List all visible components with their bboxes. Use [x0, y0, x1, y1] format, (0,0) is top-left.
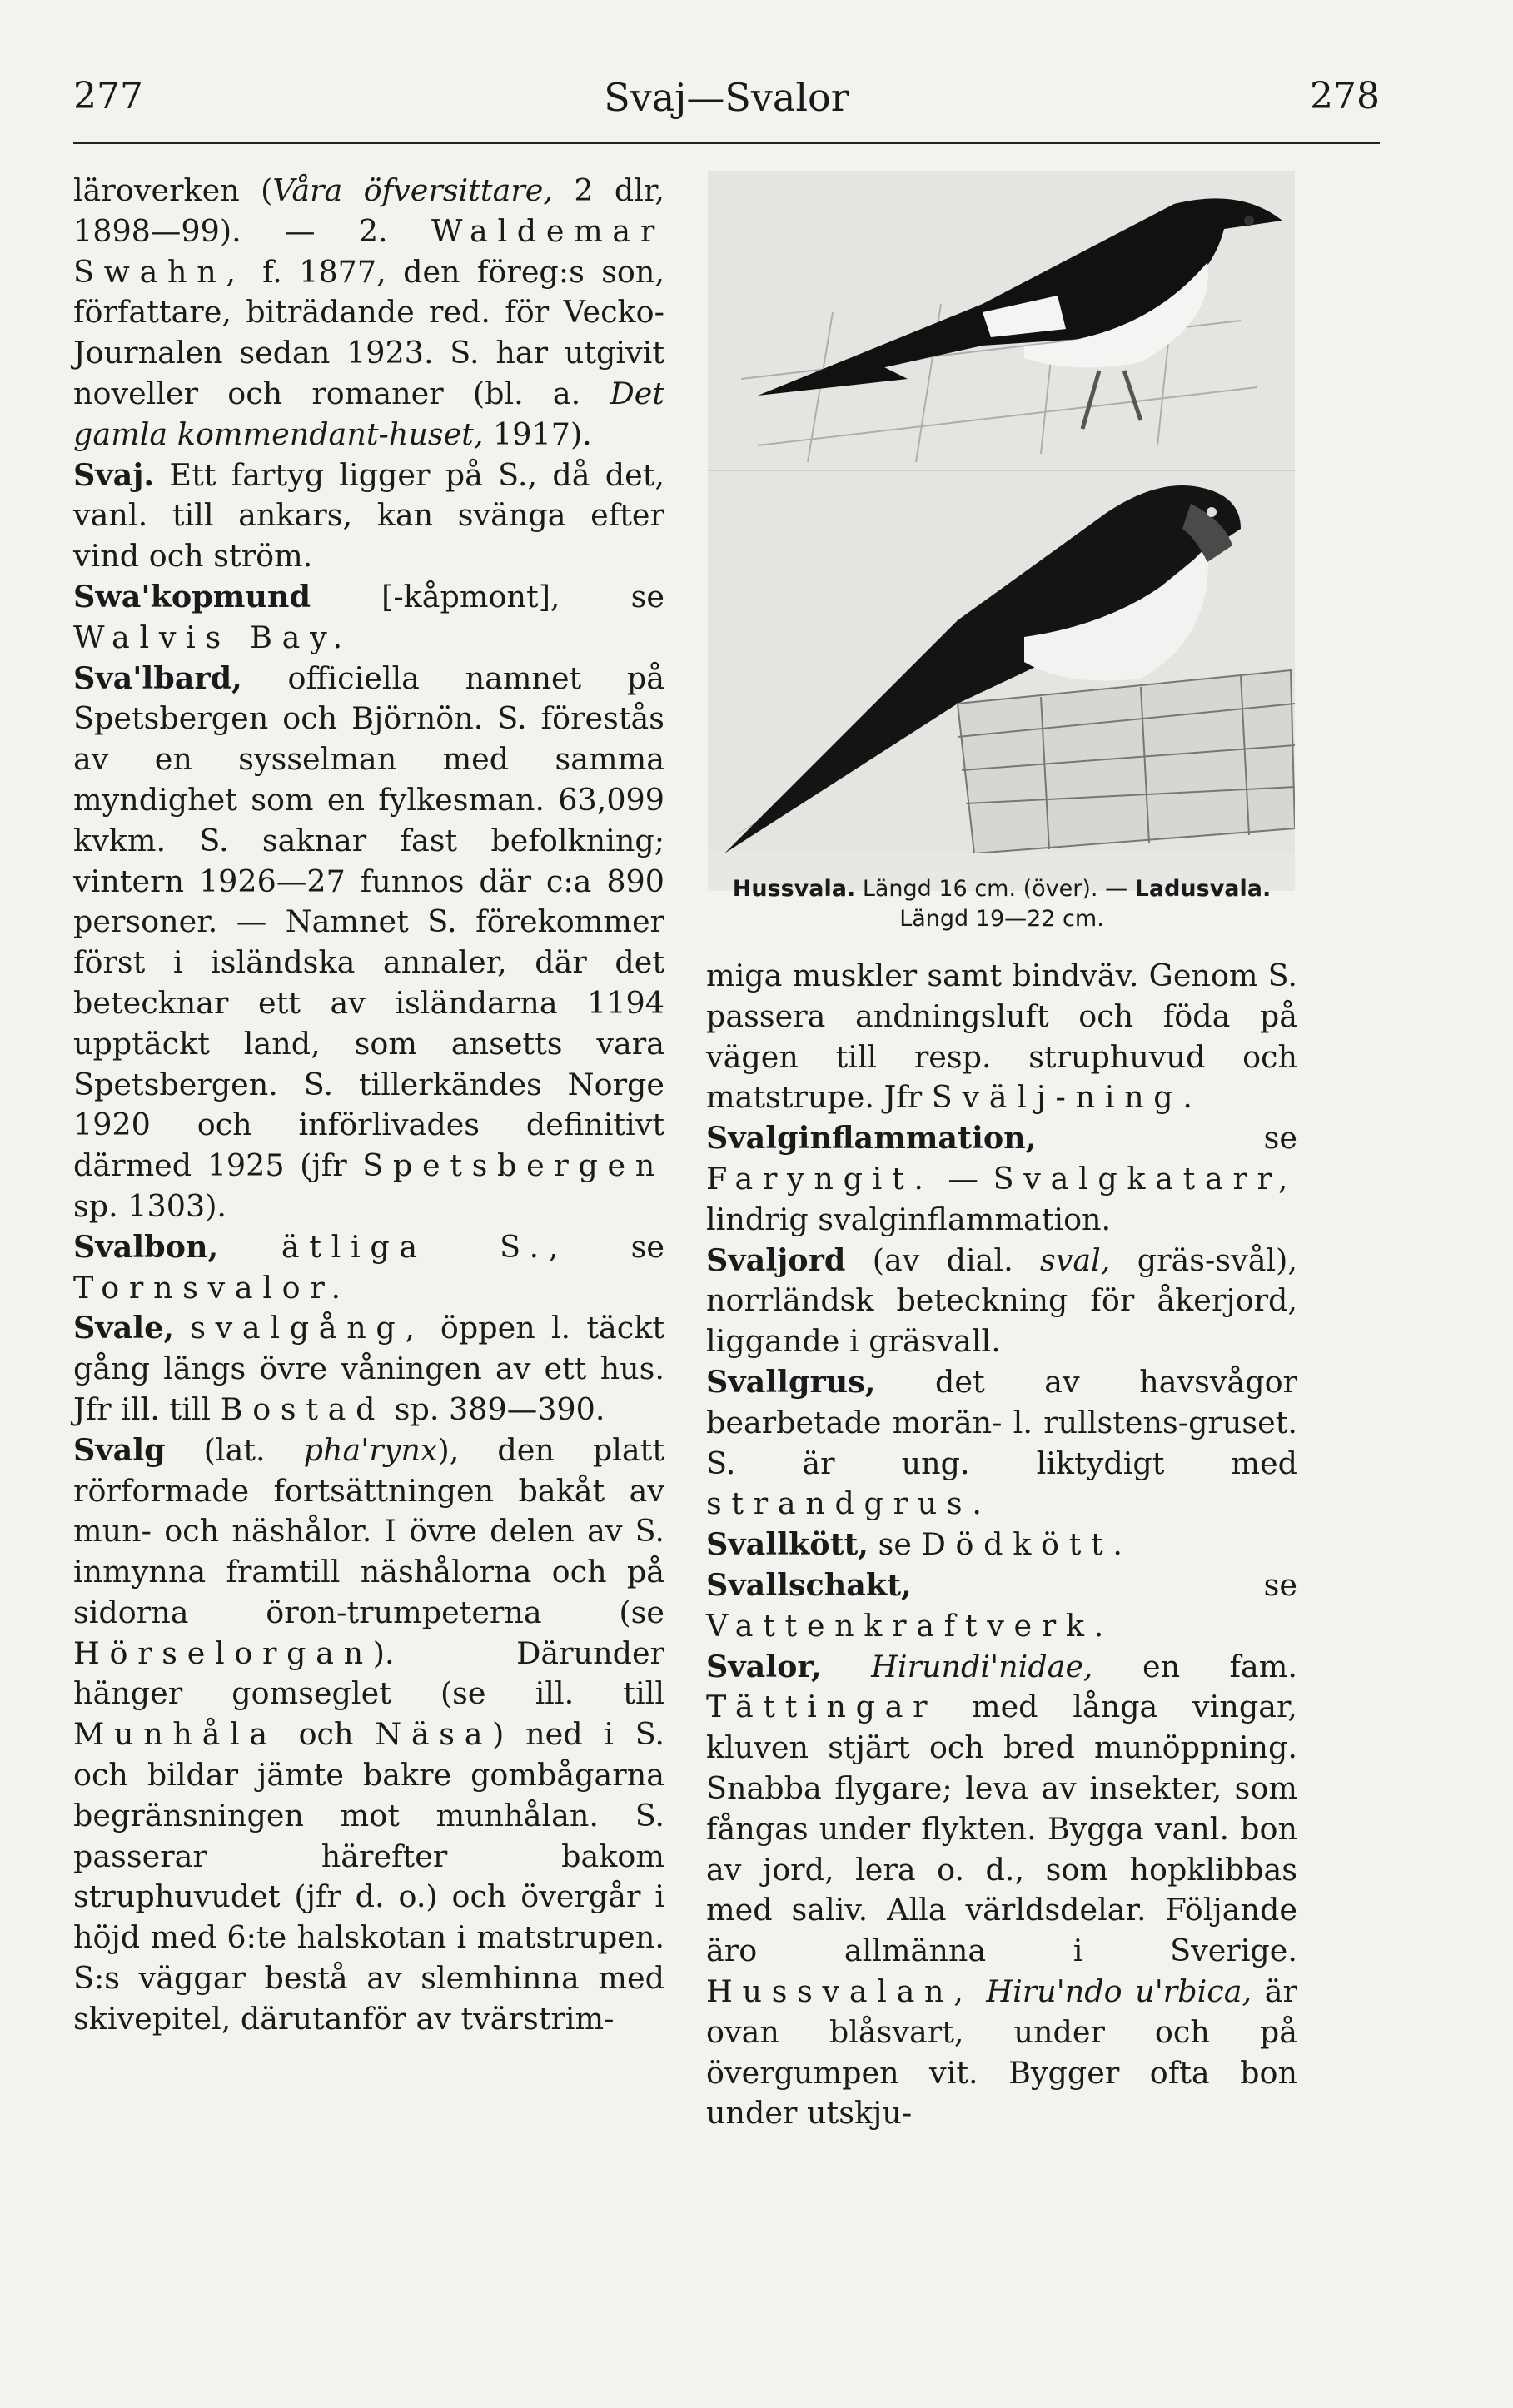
body-text: Längd 16 cm. (över). — — [855, 876, 1135, 902]
body-text: ), den platt rörformade fortsättningen bakåt av mun- och näshålor. I övre delen av S. inmynna framtill näshålorna och på sidorna öron-trumpeterna (se — [73, 1431, 664, 1630]
body-text: ) ned i S. och bildar jämte bakre gombågarna begränsningen mot munhålan. S. passerar härefter bakom struphuvudet (jfr d. o.) och övergår i höjd med 6:te halskotan i matstrupen. S:s väggar bestå av slemhinna med skivepitel, därutanför av tvärstrim- — [73, 1716, 665, 2037]
body-text: miga muskler samt bindväv. Genom S. passera andningsluft och föda på vägen till resp. struphuvud och matstrupe. Jfr — [706, 958, 1297, 1116]
swallow-illustration — [708, 171, 1295, 891]
headword: Svalor, — [706, 1648, 822, 1684]
body-text: med långa vingar, kluven stjärt och bred munöppning. Snabba flygare; leva av insekter, som fångas under flykten. Bygga vanl. bon av jord, lera o. d., som hopklibbas med saliv. Alla världsdelar. Följande äro allmänna i Sverige. — [706, 1689, 1297, 1969]
italic-text: Våra öfversittare, — [272, 172, 553, 208]
entry-paragraph — [706, 1118, 1297, 1240]
italic-text: Det gamla kommendant-huset, — [73, 375, 664, 452]
italic-text: sval, — [1040, 1241, 1111, 1278]
body-text: se — [568, 1228, 665, 1265]
headword: Svalbon, — [73, 1228, 219, 1265]
caption-bold-text: Ladusvala. — [1134, 876, 1272, 902]
cross-reference: strandgrus. — [706, 1485, 992, 1522]
body-text: [-kåpmont], se — [310, 578, 664, 614]
running-head: Svaj—Svalor — [604, 75, 849, 120]
headword: Svaj. — [73, 456, 155, 493]
cross-reference: Svalgkatarr, — [993, 1160, 1297, 1197]
entry-paragraph — [706, 1241, 1297, 1362]
body-text: öppen l. täckt gång längs övre våningen av ett hus. Jfr ill. till — [73, 1310, 664, 1427]
figure-caption — [706, 874, 1297, 934]
cross-reference: Munhåla — [73, 1716, 277, 1753]
headword: Svale, — [73, 1310, 175, 1346]
italic-text: Hirundi'nidae, — [871, 1648, 1093, 1684]
brick-chimney — [958, 670, 1295, 853]
cross-reference: Dödkött. — [921, 1526, 1132, 1563]
body-text: 2 dlr, 1898—99). — 2. — [73, 172, 664, 249]
cross-reference: Näsa — [375, 1716, 493, 1753]
body-text: (lat. — [165, 1431, 304, 1468]
body-text — [174, 1310, 190, 1346]
entry-paragraph — [706, 956, 1297, 1118]
body-text: läroverken ( — [73, 172, 273, 208]
body-text: lindrig svalginflammation. — [706, 1201, 1112, 1237]
cross-reference: Svälj-ning. — [931, 1079, 1202, 1116]
body-text: ). Därunder hänger gomseglet (se ill. till — [73, 1634, 664, 1712]
body-text: gräs-svål), norrländsk beteckning för åkerjord, liggande i gräsvall. — [706, 1241, 1297, 1360]
cross-reference: Hörselorgan — [73, 1634, 373, 1671]
cross-reference: Walvis Bay. — [73, 619, 352, 655]
entry-paragraph — [73, 577, 664, 659]
cross-reference: ätliga S., — [281, 1228, 569, 1265]
body-text: se — [868, 1526, 922, 1563]
body-text: är ovan blåsvart, under och på övergumpen vit. Bygger ofta bon under utskju- — [706, 1973, 1298, 2132]
body-text: Ett fartyg ligger på S., då det, vanl. till ankars, kan svänga efter vind och ström. — [73, 456, 664, 575]
body-text: sp. 389—390. — [385, 1391, 605, 1427]
left-page-number: 277 — [73, 75, 143, 117]
header-rule — [73, 142, 1380, 144]
italic-text: pha'rynx — [303, 1431, 438, 1468]
headword: Svallgrus, — [706, 1363, 876, 1400]
body-text: det av havsvågor bearbetade morän- l. rullstens-gruset. S. är ung. liktydigt med — [706, 1363, 1297, 1481]
cross-reference: Spetsbergen — [362, 1147, 664, 1184]
headword: Svalg — [73, 1431, 166, 1468]
cross-reference: Tornsvalor. — [73, 1269, 351, 1306]
cross-reference: Vattenkraftverk. — [706, 1607, 1113, 1644]
body-text: 1917). — [483, 415, 592, 452]
body-text — [218, 1229, 281, 1265]
cross-reference: Waldemar Swahn, — [73, 212, 664, 290]
headword: Svallschakt, — [706, 1566, 912, 1603]
body-text: — — [933, 1160, 993, 1197]
body-text: (av dial. — [845, 1241, 1041, 1278]
cross-reference: svalgång, — [190, 1310, 425, 1346]
entry-paragraph — [73, 1308, 664, 1430]
italic-text: Hiru'ndo u'rbica, — [986, 1973, 1252, 2009]
right-column — [706, 956, 1297, 2134]
cross-reference: Hussvalan, — [706, 1973, 973, 2009]
entry-paragraph — [706, 1362, 1297, 1525]
cross-reference: Tättingar — [706, 1689, 938, 1725]
right-page-number: 278 — [1310, 75, 1380, 117]
entry-paragraph — [73, 1227, 664, 1309]
headword: Svalginflammation, — [706, 1120, 1037, 1157]
entry-paragraph — [73, 659, 664, 1227]
entry-paragraph — [706, 1525, 1297, 1565]
cross-reference: Faryngit. — [706, 1160, 933, 1197]
body-text: en fam. — [1092, 1648, 1297, 1684]
entry-paragraph — [73, 455, 664, 577]
caption-bold-text: Hussvala. — [732, 876, 856, 902]
headword: Swa'kopmund — [73, 578, 311, 614]
swallows-image — [708, 171, 1295, 853]
entry-paragraph — [706, 1565, 1297, 1647]
body-text: se — [911, 1566, 1297, 1603]
body-text — [973, 1973, 987, 2009]
body-text: Längd 19—22 cm. — [899, 906, 1104, 932]
body-text — [822, 1649, 871, 1684]
body-text: se — [1036, 1120, 1297, 1157]
headword: Sva'lbard, — [73, 659, 242, 696]
body-text: sp. 1303). — [73, 1187, 227, 1224]
body-text: officiella namnet på Spetsbergen och Björnön. S. förestås av en sysselman med samma myndighet som en fylkesman. 63,099 kvkm. S. saknar fast befolkning; vintern 1926—27 funnos där c:a 890 personer. — Namnet S. förekommer först i isländska annaler, där det betecknar ett av isländarna 1194 upptäckt land, som ansetts vara Spetsbergen. S. tillerkändes Norge 1920 och införlivades definitivt därmed 1925 (jfr — [73, 659, 664, 1184]
entry-paragraph — [73, 171, 664, 455]
body-text: f. 1877, den föreg:s son, författare, biträdande red. för Vecko-Journalen sedan 1923. S. har utgivit noveller och romaner (bl. a. — [73, 253, 664, 411]
headword: Svallkött, — [706, 1526, 869, 1563]
page-header — [73, 75, 1380, 133]
body-text: och — [276, 1716, 376, 1753]
left-column — [73, 171, 664, 2040]
entry-paragraph — [706, 1647, 1297, 2135]
headword: Svaljord — [706, 1241, 846, 1278]
entry-paragraph — [73, 1430, 664, 2040]
cross-reference: Bostad — [220, 1391, 386, 1427]
